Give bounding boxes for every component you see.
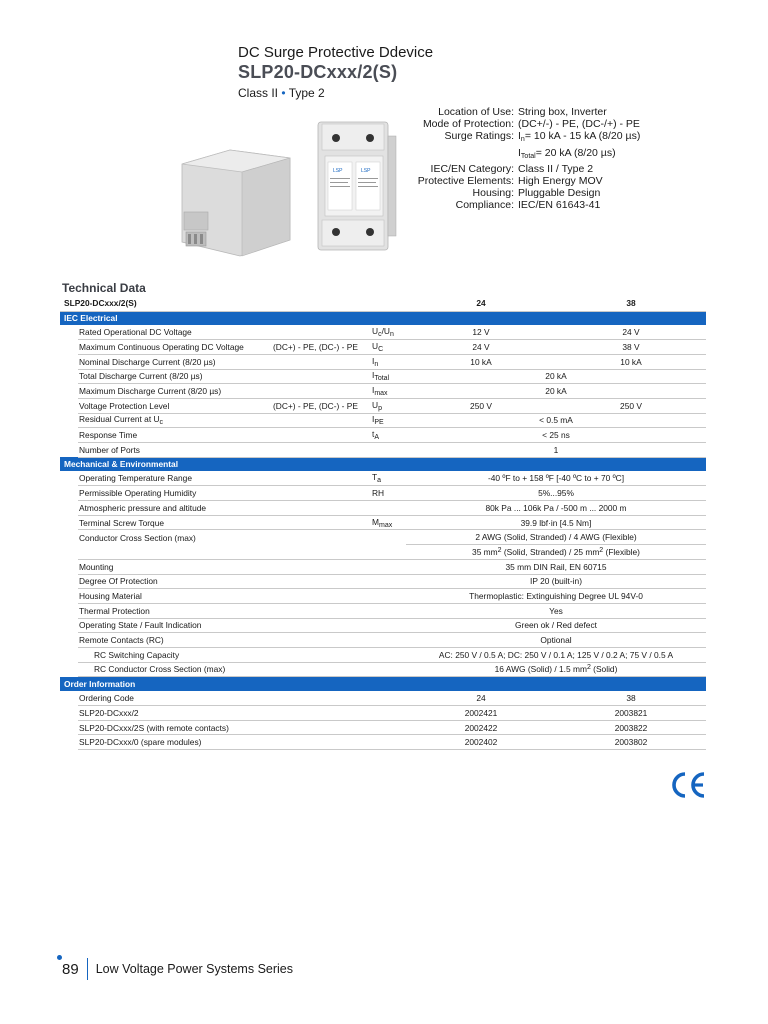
footer-dot-icon [57, 955, 62, 960]
technical-data-title: Technical Data [62, 281, 146, 295]
table-row: Thermal Protection Yes [60, 603, 706, 618]
table-row: Residual Current at $U_c$ $I_{PE}$ < 0.5 mA [60, 413, 706, 428]
section-iec-electrical: IEC Electrical [60, 311, 706, 325]
table-row: Housing Material Thermoplastic: Extinguishing Degree UL 94V-0 [60, 589, 706, 604]
product-brand-label: LSP [333, 168, 343, 174]
page-number: 89 [62, 960, 79, 978]
table-row: SLP20-DCxxx/0 (spare modules) 2002402 2003802 [60, 735, 706, 750]
page-footer [62, 958, 293, 980]
table-row: Atmospheric pressure and altitude 80k Pa ... 106k Pa / -500 m ... 2000 m [60, 501, 706, 516]
table-row: Response Time $t_A$ < 25 ns [60, 428, 706, 443]
table-row: Rated Operational DC Voltage $U_c/U_n$ 12 V 24 V [60, 325, 706, 340]
table-row: Total Discharge Current (8/20 µs) $I_{Total}$ 20 kA [60, 369, 706, 384]
product-model-title: SLP20-DCxxx/2(S) [238, 62, 398, 82]
table-row: Nominal Discharge Current (8/20 µs) $I_n$ 10 kA 10 kA [60, 354, 706, 369]
product-brand-label: LSP [361, 168, 371, 174]
table-row: Permissible Operating Humidity RH 5%...95% [60, 486, 706, 501]
document-header [238, 44, 718, 102]
table-row: RC Conductor Cross Section (max) 16 AWG (Solid) / 1.5 $mm^2$ (Solid) [60, 662, 706, 677]
table-row: Voltage Protection Level (DC+) - PE, (DC-) - PE $U_p$ 250 V 250 V [60, 398, 706, 413]
ce-mark-icon [668, 770, 708, 800]
table-row: Ordering Code 24 38 [60, 691, 706, 706]
table-row: Maximum Discharge Current (8/20 µs) $I_{max}$ 20 kA [60, 384, 706, 399]
table-row: Operating Temperature Range $T_a$ -40 ºF to + 158 ºF [-40 ºC to + 70 ºC] [60, 471, 706, 486]
spec-row: Protective Elements: High Energy MOV [417, 175, 603, 188]
column-38: 38 [556, 296, 706, 311]
product-image [170, 112, 420, 262]
section-mechanical-environmental: Mechanical & Environmental [60, 457, 706, 471]
table-row: Mounting 35 mm DIN Rail, EN 60715 [60, 559, 706, 574]
spec-row: $I_{Total}= 20$ kA (8/20 µs) [518, 146, 616, 160]
table-row: Degree Of Protection IP 20 (built-in) [60, 574, 706, 589]
model-name-cell: SLP20-DCxxx/2(S) [60, 296, 406, 311]
surge-protector-illustration [170, 112, 420, 262]
spec-row: Compliance: IEC/EN 61643-41 [455, 199, 601, 212]
product-class: Class II • Type 2 [238, 86, 325, 100]
table-row: Operating State / Fault Indication Green ok / Red defect [60, 618, 706, 633]
spec-row: Housing: Pluggable Design [472, 187, 601, 200]
table-row: SLP20-DCxxx/2S (with remote contacts) 2002422 2003822 [60, 720, 706, 735]
spec-row: Location of Use: String box, Inverter [438, 106, 607, 118]
column-24: 24 [406, 296, 556, 311]
product-category: DC Surge Protective Ddevice [238, 44, 434, 61]
spec-row: IEC/EN Category: Class II / Type 2 [430, 162, 594, 175]
table-row: Terminal Screw Torque $M_{max}$ 39.9 lbf·in [4.5 Nm] [60, 515, 706, 530]
table-row: RC Switching Capacity AC: 250 V / 0.5 A; DC: 250 V / 0.1 A; 125 V / 0.2 A; 75 V / 0.5 A [60, 647, 706, 662]
key-specifications [390, 106, 640, 212]
technical-data-table [60, 296, 706, 750]
table-row: 35 $mm^2$ (Solid, Stranded) / 25 $mm^2$ (Flexible) [60, 545, 706, 560]
spec-row: Mode of Protection: (DC+/-) - PE, (DC-/+) - PE [422, 118, 640, 131]
table-row: Conductor Cross Section (max) 2 AWG (Solid, Stranded) / 4 AWG (Flexible) [60, 530, 706, 545]
table-row: SLP20-DCxxx/2 2002421 2003821 [60, 706, 706, 721]
footer-title: Low Voltage Power Systems Series [95, 962, 294, 976]
table-header-row [60, 296, 706, 311]
spec-row: Surge Ratings: $I_n= 10$ kA - 15 kA (8/20 µs) [444, 130, 641, 144]
table-row: Number of Ports 1 [60, 443, 706, 458]
table-row: Maximum Continuous Operating DC Voltage (DC+) - PE, (DC-) - PE $U_C$ 24 V 38 V [60, 340, 706, 355]
section-order-information: Order Information [60, 677, 706, 691]
table-row: Remote Contacts (RC) Optional [60, 633, 706, 648]
